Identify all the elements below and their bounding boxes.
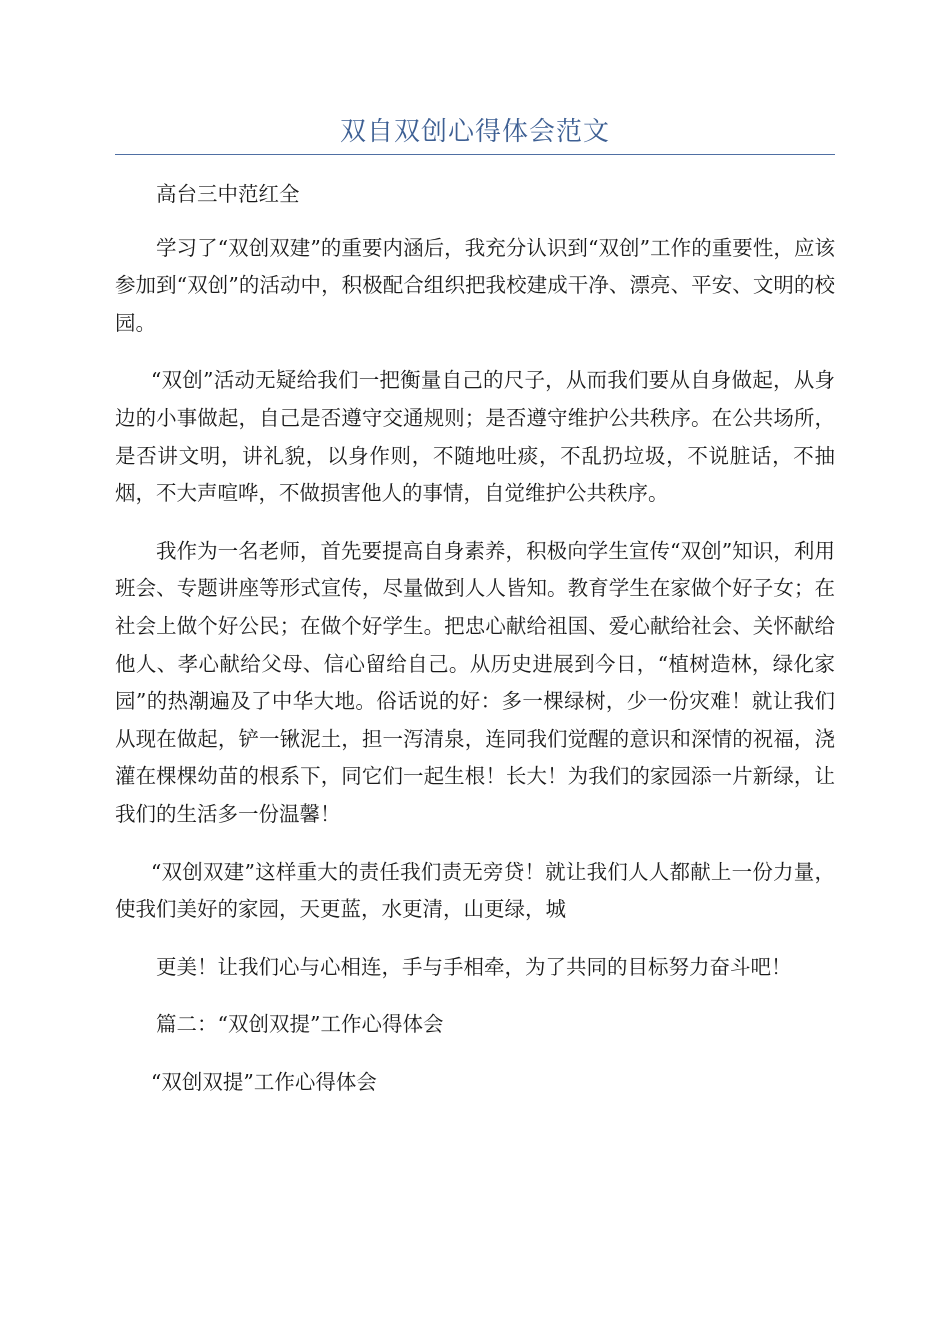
section-subheading: “双创双提”工作心得体会 xyxy=(150,1069,377,1094)
document-body xyxy=(115,176,835,1121)
paragraph: 我作为一名老师，首先要提高自身素养，积极向学生宣传“双创”知识，利用班会、专题讲座等形式宣传，尽量做到人人皆知。教育学生在家做个好子女；在社会上做个好公民；在做个好学生。把忠心献给祖国、爱心献给社会、关怀献给他人、孝心献给父母、信心留给自己。从历史进展到今日，“植树造林，绿化家园”的热潮遍及了中华大地。俗话说的好：多一棵绿树，少一份灾难！就让我们从现在做起，铲一锹泥土，担一泻清泉，连同我们觉醒的意识和深情的祝福，浇灌在棵棵幼苗的根系下，同它们一起生根！长大！为我们的家园添一片新绿，让我们的生活多一份温馨！ xyxy=(115,538,835,826)
title-underline-rule xyxy=(115,154,835,155)
paragraph: 学习了“双创双建”的重要内涵后，我充分认识到“双创”工作的重要性，应该参加到“双创”的活动中，积极配合组织把我校建成干净、漂亮、平安、文明的校园。 xyxy=(115,235,835,335)
author-line: 高台三中范红全 xyxy=(156,182,300,206)
paragraph: 更美！让我们心与心相连，手与手相牵，为了共同的目标努力奋斗吧！ xyxy=(156,954,792,979)
document-title: 双自双创心得体会范文 xyxy=(339,117,610,147)
paragraph: “双创双建”这样重大的责任我们责无旁贷！就让我们人人都献上一份力量，使我们美好的家园，天更蓝，水更清，山更绿，城 xyxy=(115,859,835,922)
paragraph: “双创”活动无疑给我们一把衡量自己的尺子，从而我们要从自身做起，从身边的小事做起，自己是否遵守交通规则；是否遵守维护公共秩序。在公共场所，是否讲文明，讲礼貌，以身作则，不随地吐痰，不乱扔垃圾，不说脏话，不抽烟，不大声喧哗，不做损害他人的事情，自觉维护公共秩序。 xyxy=(115,368,835,506)
section-heading: 篇二：“双创双提”工作心得体会 xyxy=(156,1012,444,1037)
